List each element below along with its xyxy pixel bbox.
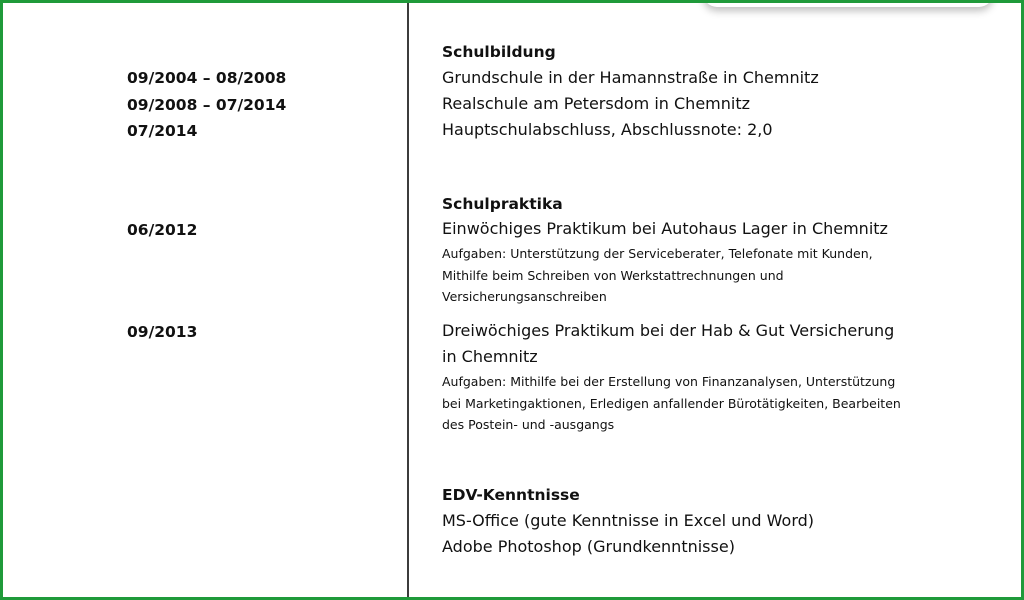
internship-date-1: 06/2012 — [127, 221, 198, 239]
section-heading-school: Schulbildung — [442, 43, 556, 61]
school-entry-3: Hauptschulabschluss, Abschlussnote: 2,0 — [442, 120, 773, 139]
school-date-3: 07/2014 — [127, 122, 198, 140]
internship-title-2: Dreiwöchiges Praktikum bei der Hab & Gut Versicherung in Chemnitz — [442, 321, 895, 366]
column-divider — [407, 3, 409, 600]
internship-desc-2: Aufgaben: Mithilfe bei der Erstellung von Finanzanalysen, Unterstützung bei Marketingaktionen, Erledigen anfallender Bürotätigkeiten, Bearbeiten des Postein- und -ausgangs — [442, 374, 901, 432]
it-skill-2: Adobe Photoshop (Grundkenntnisse) — [442, 537, 735, 556]
school-entry-1: Grundschule in der Hamannstraße in Chemnitz — [442, 68, 819, 87]
internship-date-2: 09/2013 — [127, 323, 198, 341]
internship-desc-1: Aufgaben: Unterstützung der Serviceberater, Telefonate mit Kunden, Mithilfe beim Schreiben von Werkstattrechnungen und Versicherungsanschreiben — [442, 246, 873, 304]
it-skill-1: MS-Office (gute Kenntnisse in Excel und Word) — [442, 511, 815, 530]
section-heading-it-skills: EDV-Kenntnisse — [442, 486, 580, 504]
school-date-1: 09/2004 – 08/2008 — [127, 69, 287, 87]
school-date-2: 09/2008 – 07/2014 — [127, 96, 287, 114]
page-shadow-decoration — [703, 0, 993, 7]
section-heading-internships: Schulpraktika — [442, 195, 563, 213]
school-entry-2: Realschule am Petersdom in Chemnitz — [442, 94, 750, 113]
internship-title-1: Einwöchiges Praktikum bei Autohaus Lager in Chemnitz — [442, 219, 888, 238]
